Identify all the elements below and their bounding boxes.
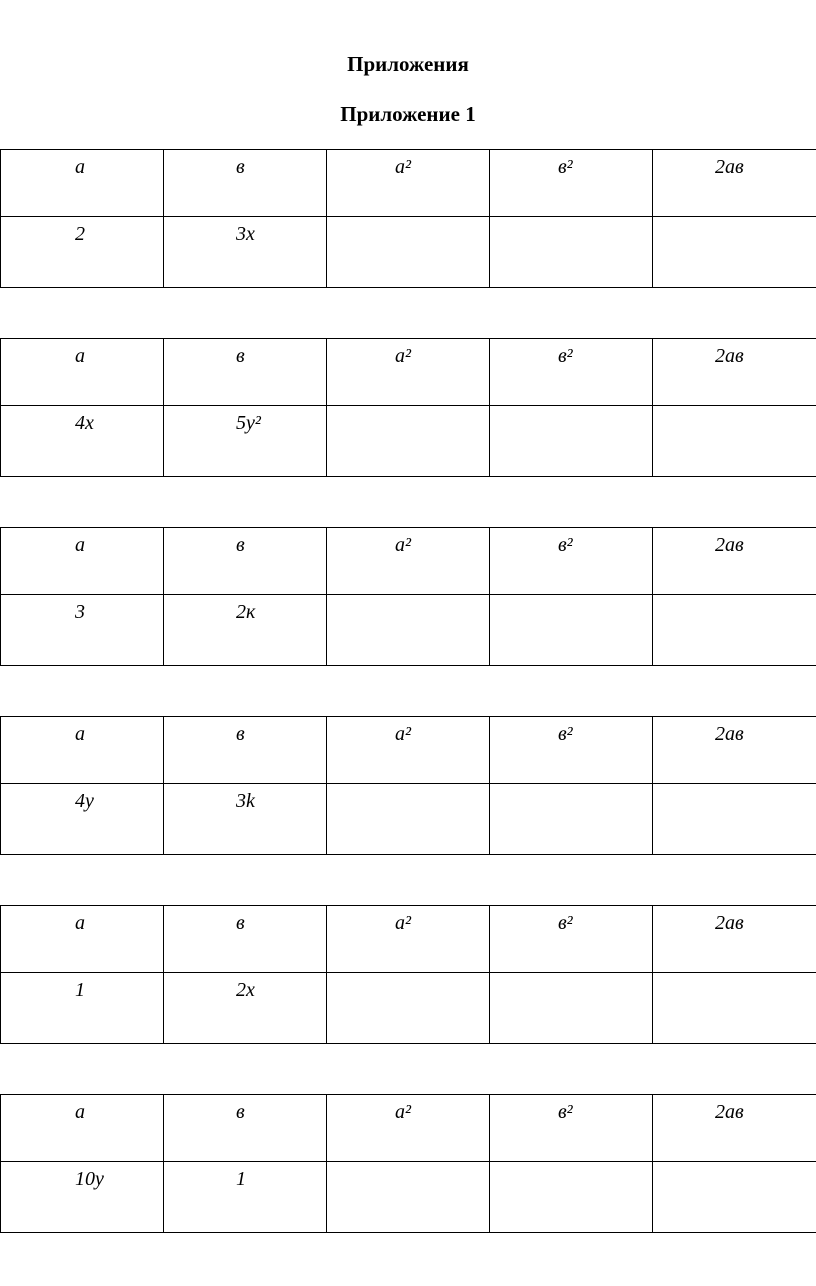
header-cell: в xyxy=(164,717,327,784)
header-cell: а² xyxy=(327,717,490,784)
table-header-row xyxy=(1,717,816,784)
value-cell: 3х xyxy=(164,217,327,288)
answer-cell[interactable] xyxy=(490,595,653,666)
calculation-table xyxy=(0,149,816,288)
value-cell: 4у xyxy=(1,784,164,855)
header-cell: а xyxy=(1,906,164,973)
header-cell: а² xyxy=(327,150,490,217)
answer-cell[interactable] xyxy=(490,973,653,1044)
calculation-table xyxy=(0,527,816,666)
header-cell: в² xyxy=(490,528,653,595)
header-cell: в xyxy=(164,150,327,217)
header-cell: в² xyxy=(490,1095,653,1162)
value-cell: 2х xyxy=(164,973,327,1044)
answer-cell[interactable] xyxy=(653,406,816,477)
header-cell: а² xyxy=(327,339,490,406)
answer-cell[interactable] xyxy=(490,217,653,288)
header-cell: в² xyxy=(490,150,653,217)
page-title: Приложения xyxy=(347,52,469,76)
table-row xyxy=(1,973,816,1044)
table-row xyxy=(1,595,816,666)
answer-cell[interactable] xyxy=(653,595,816,666)
table-header-row xyxy=(1,528,816,595)
answer-cell[interactable] xyxy=(327,1162,490,1233)
answer-cell[interactable] xyxy=(490,784,653,855)
answer-cell[interactable] xyxy=(653,784,816,855)
answer-cell[interactable] xyxy=(327,973,490,1044)
header-cell: а xyxy=(1,1095,164,1162)
table-row xyxy=(1,217,816,288)
answer-cell[interactable] xyxy=(653,1162,816,1233)
table-row xyxy=(1,784,816,855)
header-cell: в² xyxy=(490,339,653,406)
calculation-table xyxy=(0,338,816,477)
header-cell: а² xyxy=(327,528,490,595)
header-cell: а xyxy=(1,339,164,406)
answer-cell[interactable] xyxy=(327,217,490,288)
calculation-table xyxy=(0,1094,816,1233)
header-cell: а xyxy=(1,528,164,595)
table-header-row xyxy=(1,906,816,973)
answer-cell[interactable] xyxy=(490,1162,653,1233)
header-cell: в xyxy=(164,1095,327,1162)
header-cell: 2ав xyxy=(653,528,816,595)
table-header-row xyxy=(1,339,816,406)
header-cell: а² xyxy=(327,906,490,973)
value-cell: 4х xyxy=(1,406,164,477)
answer-cell[interactable] xyxy=(327,595,490,666)
header-cell: в² xyxy=(490,717,653,784)
value-cell: 2 xyxy=(1,217,164,288)
header-cell: 2ав xyxy=(653,1095,816,1162)
header-cell: а² xyxy=(327,1095,490,1162)
calculation-table xyxy=(0,716,816,855)
table-row xyxy=(1,406,816,477)
header-cell: в² xyxy=(490,906,653,973)
answer-cell[interactable] xyxy=(327,784,490,855)
value-cell: 2к xyxy=(164,595,327,666)
calculation-table xyxy=(0,905,816,1044)
header-cell: в xyxy=(164,528,327,595)
answer-cell[interactable] xyxy=(327,406,490,477)
header-cell: 2ав xyxy=(653,150,816,217)
value-cell: 3 xyxy=(1,595,164,666)
answer-cell[interactable] xyxy=(653,217,816,288)
answer-cell[interactable] xyxy=(490,406,653,477)
table-header-row xyxy=(1,1095,816,1162)
header-cell: 2ав xyxy=(653,906,816,973)
header-cell: 2ав xyxy=(653,339,816,406)
value-cell: 3k xyxy=(164,784,327,855)
header-cell: а xyxy=(1,150,164,217)
answer-cell[interactable] xyxy=(653,973,816,1044)
value-cell: 5у² xyxy=(164,406,327,477)
table-header-row xyxy=(1,150,816,217)
header-cell: в xyxy=(164,339,327,406)
value-cell: 10у xyxy=(1,1162,164,1233)
header-cell: 2ав xyxy=(653,717,816,784)
header-cell: а xyxy=(1,717,164,784)
value-cell: 1 xyxy=(164,1162,327,1233)
value-cell: 1 xyxy=(1,973,164,1044)
page-subtitle: Приложение 1 xyxy=(340,102,476,126)
table-row xyxy=(1,1162,816,1233)
header-cell: в xyxy=(164,906,327,973)
